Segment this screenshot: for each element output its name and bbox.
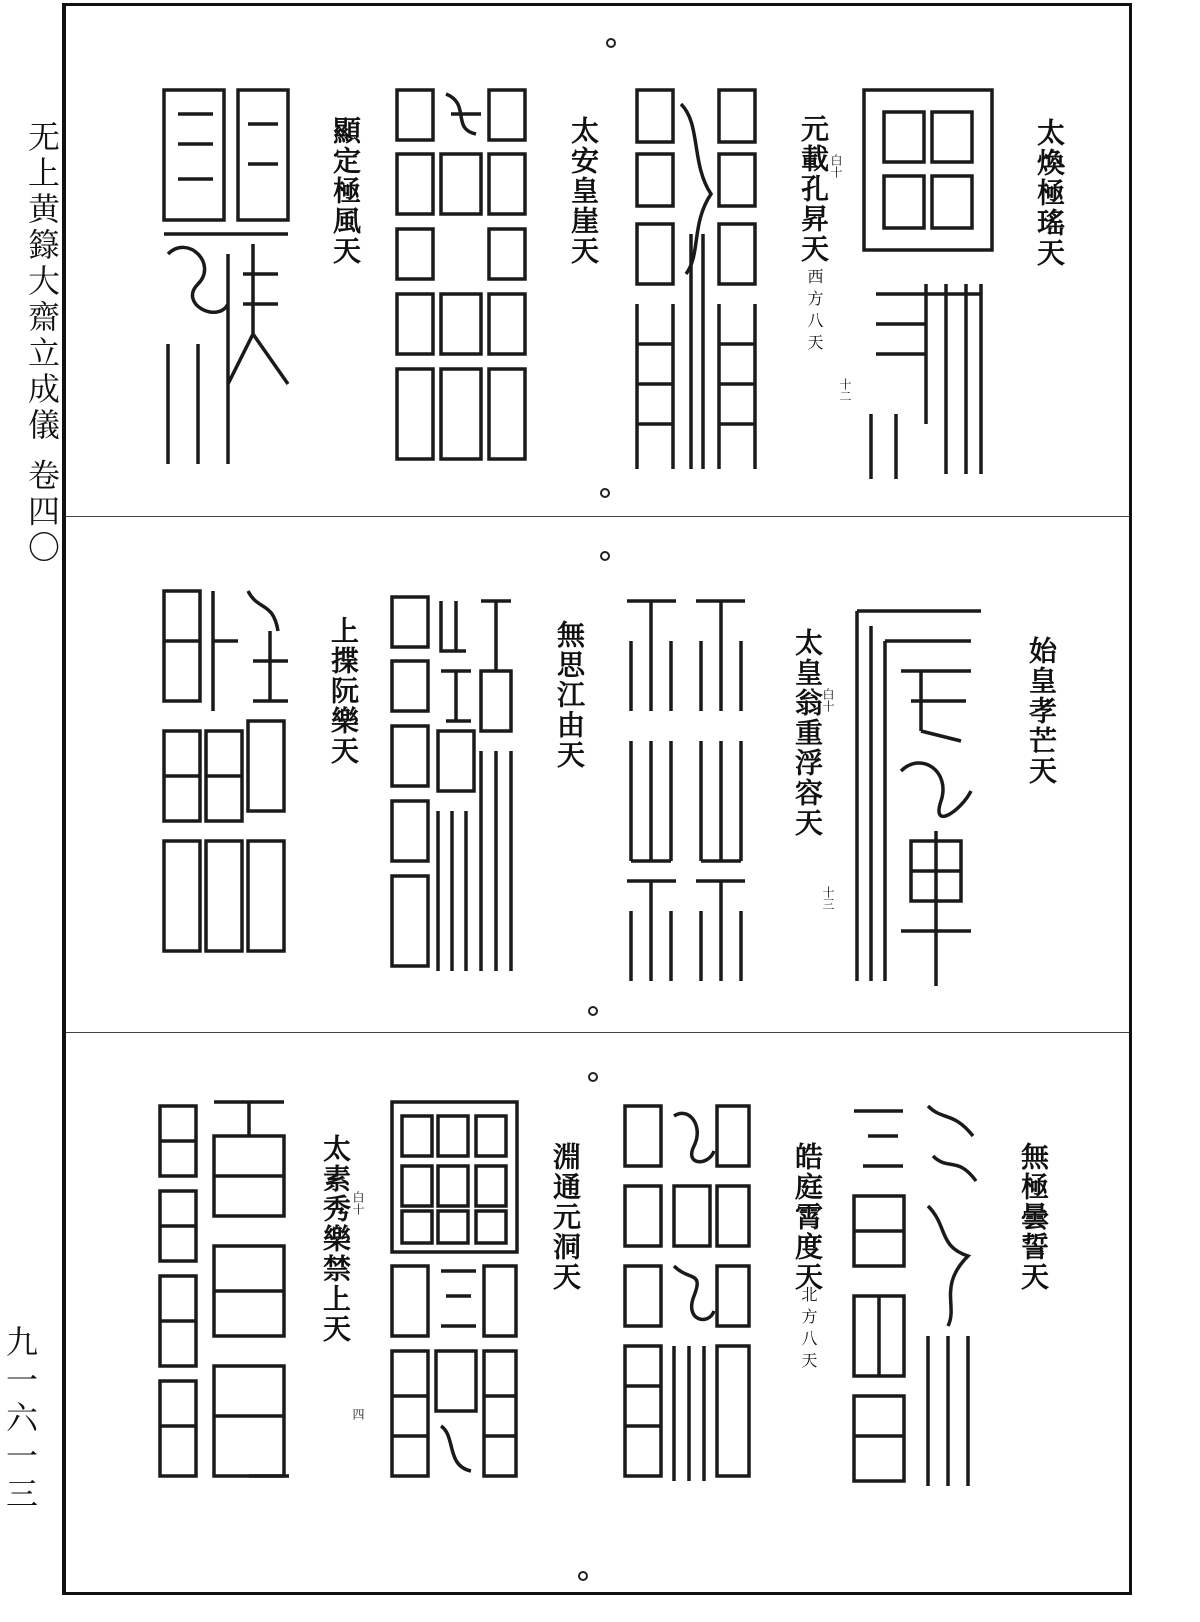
seal-script-talisman-icon: [848, 1096, 988, 1491]
heaven-name: 太皇翁重浮容天: [791, 628, 824, 838]
heaven-name: 無思江由天: [553, 620, 586, 770]
annotation: 白十: [821, 688, 835, 712]
seal-script-talisman-icon: [386, 591, 516, 976]
seal-script-talisman-icon: [851, 601, 991, 986]
ring-dot-icon: [578, 1571, 588, 1581]
heaven-name: 元載孔昇天: [797, 114, 830, 264]
annotation: 四: [351, 1408, 365, 1420]
heaven-name: 太素秀樂禁上天: [319, 1134, 352, 1344]
annotation: 十二: [838, 378, 852, 402]
section-divider: [66, 516, 1129, 517]
annotation: 白十: [829, 154, 843, 178]
heaven-name: 太煥極瑤天: [1033, 118, 1066, 268]
heaven-name: 淵通元洞天: [549, 1142, 582, 1292]
ring-dot-icon: [606, 38, 616, 48]
ring-dot-icon: [600, 551, 610, 561]
heaven-name: 太安皇崖天: [567, 116, 600, 266]
heaven-name: 顯定極風天: [329, 116, 362, 266]
heaven-name: 皓庭霄度天: [791, 1142, 824, 1292]
annotation: 十三: [821, 886, 835, 910]
section-divider: [66, 1032, 1129, 1033]
book-title: 无上黄籙大齋立成儀 卷四〇: [23, 120, 61, 567]
heaven-name: 無極曇誓天: [1017, 1142, 1050, 1292]
page-number: 九一六一三: [1, 1325, 39, 1515]
seal-script-talisman-icon: [391, 84, 531, 469]
seal-script-talisman-icon: [619, 1096, 754, 1491]
heaven-name: 始皇孝芒天: [1025, 636, 1058, 786]
ring-dot-icon: [588, 1072, 598, 1082]
direction-note: 北方八天: [799, 1286, 818, 1374]
heaven-name: 上揲阮樂天: [327, 616, 360, 766]
ring-dot-icon: [600, 488, 610, 498]
ring-dot-icon: [588, 1006, 598, 1016]
seal-script-talisman-icon: [621, 591, 751, 986]
seal-script-talisman-icon: [158, 84, 298, 469]
page-frame: [62, 3, 1132, 1595]
seal-script-talisman-icon: [856, 84, 1001, 484]
seal-script-talisman-icon: [386, 1096, 521, 1486]
seal-script-talisman-icon: [158, 581, 293, 966]
seal-script-talisman-icon: [631, 84, 761, 474]
annotation: 白十: [351, 1191, 365, 1215]
seal-script-talisman-icon: [154, 1096, 289, 1486]
direction-note: 西方八天: [805, 268, 824, 356]
